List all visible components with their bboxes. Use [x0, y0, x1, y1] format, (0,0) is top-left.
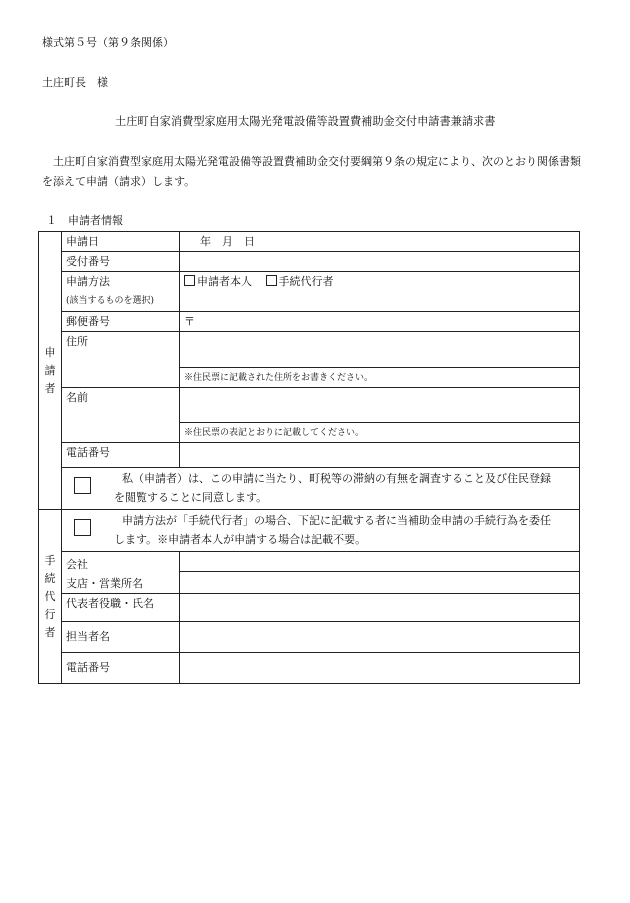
method-agent-option[interactable]: 手続代行者	[266, 275, 334, 288]
date-label: 申請日	[62, 232, 180, 252]
intro-paragraph: 土庄町自家消費型家庭用太陽光発電設備等設置費補助金交付要綱第９条の規定により、次のとおり関係書類を添えて申請（請求）します。	[42, 155, 581, 188]
document-title: 土庄町自家消費型家庭用太陽光発電設備等設置費補助金交付申請書兼請求書	[115, 115, 496, 128]
delegation-cell	[62, 510, 580, 552]
applicant-form-table	[38, 231, 580, 684]
contact-person-label: 担当者名	[62, 622, 180, 653]
agent-checkbox[interactable]	[266, 275, 277, 286]
name-note: ※住民票の表記とおりに記載してください。	[180, 423, 580, 443]
receipt-label: 受付番号	[62, 252, 180, 272]
delegation-text: 申請方法が「手続代行者」の場合、下記に記載する者に当補助金申請の手続行為を委任 します。※申請者本人が申請する場合は記載不要。	[114, 514, 551, 546]
name-label: 名前	[62, 388, 180, 443]
applicant-side-label: 申 請 者	[39, 232, 62, 510]
representative-label: 代表者役職・氏名	[62, 594, 180, 622]
agent-side-label: 手 続 代 行 者	[39, 510, 62, 684]
address-note: ※住民票に記載された住所をお書きください。	[180, 368, 580, 388]
section-heading: １ 申請者情報	[46, 214, 123, 227]
address-label: 住所	[62, 332, 180, 388]
method-label-cell: 申請方法 (該当するものを選択)	[62, 272, 180, 312]
representative-field[interactable]	[180, 594, 580, 622]
delegation-checkbox[interactable]	[74, 519, 91, 536]
branch-field[interactable]	[180, 572, 580, 594]
consent-text: 私（申請者）は、この申請に当たり、町税等の滞納の有無を調査すること及び住民登録 を閲覧することに同意します。	[114, 472, 551, 504]
addressee: 土庄町長 様	[42, 76, 108, 89]
agent-phone-field[interactable]	[180, 653, 580, 684]
phone-label: 電話番号	[62, 443, 180, 468]
form-number: 様式第５号（第９条関係）	[42, 36, 174, 49]
receipt-field[interactable]	[180, 252, 580, 272]
company-label-cell: 会社 支店・営業所名	[62, 552, 180, 594]
company-field[interactable]	[180, 552, 580, 572]
name-field[interactable]	[180, 388, 580, 423]
method-self-option[interactable]: 申請者本人	[184, 275, 252, 288]
address-field[interactable]	[180, 332, 580, 368]
method-options	[180, 272, 580, 312]
date-field[interactable]: 年 月 日	[180, 232, 580, 252]
phone-field[interactable]	[180, 443, 580, 468]
consent-cell	[62, 468, 580, 510]
self-checkbox[interactable]	[184, 275, 195, 286]
consent-checkbox[interactable]	[74, 477, 91, 494]
contact-person-field[interactable]	[180, 622, 580, 653]
agent-phone-label: 電話番号	[62, 653, 180, 684]
postal-label: 郵便番号	[62, 312, 180, 332]
postal-field[interactable]: 〒	[180, 312, 580, 332]
